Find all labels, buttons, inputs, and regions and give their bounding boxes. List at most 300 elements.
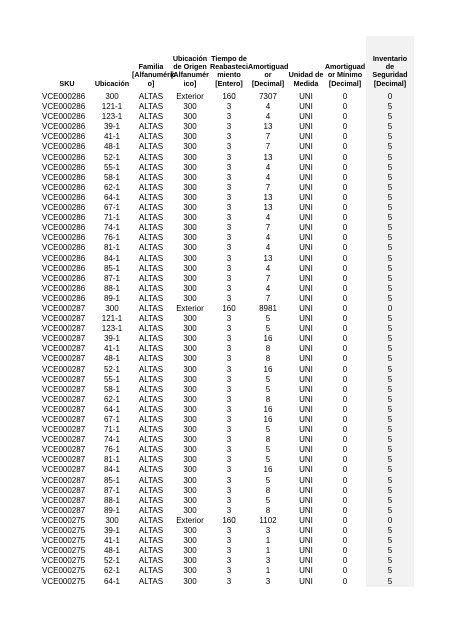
inventario-seguridad-cell: 5: [366, 566, 414, 576]
sku-cell: VCE000287: [42, 364, 86, 374]
table-row: [42, 385, 414, 395]
inventario-seguridad-cell: 5: [366, 213, 414, 223]
amortiguador-minimo-cell: 0: [342, 293, 348, 303]
inventario-seguridad-cell: 5: [366, 435, 414, 445]
familia-cell: ALTAS: [138, 354, 164, 364]
sku-cell: VCE000275: [42, 556, 86, 566]
inventario-seguridad-cell: 5: [366, 173, 414, 183]
ubicacion-cell: 67-1: [103, 415, 120, 424]
ubicacion-origen-cell: 300: [183, 182, 197, 192]
unidad-cell: UNI: [299, 213, 313, 223]
sku-cell: VCE000287: [42, 495, 86, 505]
amortiguador-cell: 1: [265, 566, 271, 576]
unidad-cell: UNI: [299, 152, 313, 162]
amortiguador-cell: 8: [265, 344, 271, 354]
ubicacion-origen-cell: 300: [183, 324, 197, 334]
ubicacion-origen-cell: 300: [183, 283, 197, 293]
ubicacion-origen-cell: Exterior: [176, 515, 204, 525]
tiempo-cell: 3: [226, 263, 232, 273]
ubicacion-cell: 48-1: [103, 354, 120, 364]
amortiguador-minimo-cell: 0: [342, 425, 348, 435]
unidad-cell: UNI: [299, 233, 313, 243]
sku-cell: VCE000275: [42, 536, 86, 546]
familia-cell: ALTAS: [138, 102, 164, 112]
unidad-cell: UNI: [299, 445, 313, 455]
ubicacion-cell: 81-1: [103, 455, 120, 465]
table-row: [42, 556, 414, 566]
ubicacion-origen-cell: 300: [183, 475, 197, 485]
ubicacion-cell: 62-1: [103, 182, 120, 192]
familia-cell: ALTAS: [138, 556, 164, 566]
amortiguador-minimo-cell: 0: [342, 122, 348, 132]
familia-cell: ALTAS: [138, 132, 164, 142]
sku-cell: VCE000287: [42, 475, 86, 485]
inventario-seguridad-cell: 5: [366, 465, 414, 475]
tiempo-cell: 160: [222, 303, 236, 313]
amortiguador-cell: 16: [263, 415, 273, 424]
table-row: [42, 254, 414, 264]
sku-cell: VCE000287: [42, 455, 86, 465]
tiempo-cell: 3: [226, 505, 232, 515]
inventario-seguridad-cell: 5: [366, 183, 414, 193]
amortiguador-cell: 5: [265, 445, 271, 455]
inventario-seguridad-cell: 5: [366, 375, 414, 385]
unidad-cell: UNI: [299, 142, 313, 152]
amortiguador-cell: 13: [263, 192, 273, 202]
sku-cell: VCE000286: [42, 243, 86, 253]
familia-cell: ALTAS: [138, 273, 164, 283]
amortiguador-cell: 4: [265, 162, 271, 172]
amortiguador-cell: 13: [263, 152, 273, 162]
table-row: [42, 506, 414, 516]
inventario-seguridad-cell: 5: [366, 344, 414, 354]
ubicacion-origen-cell: 300: [183, 203, 197, 213]
amortiguador-minimo-cell: 0: [342, 233, 348, 243]
table-row: [42, 365, 414, 375]
ubicacion-origen-cell: 300: [183, 142, 197, 152]
unidad-cell: UNI: [299, 546, 313, 556]
amortiguador-minimo-cell: 0: [342, 556, 348, 566]
inventario-seguridad-cell: 5: [366, 233, 414, 243]
table-row: [42, 304, 414, 314]
ubicacion-origen-cell: 300: [183, 546, 197, 556]
tiempo-cell: 3: [226, 283, 232, 293]
familia-cell: ALTAS: [138, 92, 164, 101]
familia-cell: ALTAS: [138, 112, 164, 122]
unidad-cell: UNI: [299, 475, 313, 485]
ubicacion-origen-cell: 300: [183, 495, 197, 505]
sku-cell: VCE000286: [42, 162, 86, 172]
unidad-cell: UNI: [299, 182, 313, 192]
unidad-cell: UNI: [299, 192, 313, 202]
amortiguador-minimo-cell: 0: [342, 354, 348, 364]
table-body: [42, 92, 414, 587]
unidad-cell: UNI: [299, 374, 313, 384]
familia-cell: ALTAS: [138, 475, 164, 485]
amortiguador-cell: 5: [265, 314, 271, 324]
ubicacion-origen-cell: Exterior: [176, 92, 204, 101]
tiempo-cell: 3: [226, 233, 232, 243]
tiempo-cell: 3: [226, 273, 232, 283]
amortiguador-minimo-cell: 0: [342, 162, 348, 172]
amortiguador-cell: 7: [265, 273, 271, 283]
inventario-seguridad-cell: 5: [366, 395, 414, 405]
unidad-cell: UNI: [299, 92, 313, 101]
sku-cell: VCE000275: [42, 546, 86, 556]
familia-cell: ALTAS: [138, 465, 164, 475]
tiempo-cell: 3: [226, 253, 232, 263]
ubicacion-origen-cell: 300: [183, 122, 197, 132]
table-row: [42, 183, 414, 193]
ubicacion-cell: 85-1: [103, 263, 120, 273]
unidad-cell: UNI: [299, 485, 313, 495]
unidad-cell: UNI: [299, 394, 313, 404]
header-familia: Familia [Alfanuméric o]: [132, 62, 176, 88]
unidad-cell: UNI: [299, 556, 313, 566]
table-row: [42, 465, 414, 475]
amortiguador-minimo-cell: 0: [342, 192, 348, 202]
sku-cell: VCE000287: [42, 415, 86, 424]
table-row: [42, 112, 414, 122]
unidad-cell: UNI: [299, 576, 313, 586]
ubicacion-cell: 87-1: [103, 273, 120, 283]
ubicacion-cell: 52-1: [103, 556, 120, 566]
ubicacion-origen-cell: 300: [183, 394, 197, 404]
ubicacion-cell: 76-1: [103, 233, 120, 243]
unidad-cell: UNI: [299, 283, 313, 293]
unidad-cell: UNI: [299, 526, 313, 536]
amortiguador-minimo-cell: 0: [342, 213, 348, 223]
amortiguador-minimo-cell: 0: [342, 142, 348, 152]
amortiguador-minimo-cell: 0: [342, 415, 348, 424]
amortiguador-cell: 4: [265, 233, 271, 243]
amortiguador-minimo-cell: 0: [342, 374, 348, 384]
tiempo-cell: 3: [226, 152, 232, 162]
inventario-seguridad-cell: 5: [366, 354, 414, 364]
amortiguador-cell: 4: [265, 213, 271, 223]
inventario-seguridad-cell: 5: [366, 122, 414, 132]
familia-cell: ALTAS: [138, 505, 164, 515]
table-row: [42, 375, 414, 385]
familia-cell: ALTAS: [138, 445, 164, 455]
unidad-cell: UNI: [299, 162, 313, 172]
ubicacion-cell: 74-1: [103, 435, 120, 445]
ubicacion-origen-cell: 300: [183, 425, 197, 435]
ubicacion-cell: 48-1: [103, 142, 120, 152]
ubicacion-cell: 300: [105, 92, 119, 101]
inventario-seguridad-cell: 5: [366, 536, 414, 546]
table-row: [42, 173, 414, 183]
inventario-seguridad-cell: 5: [366, 294, 414, 304]
inventario-seguridad-cell: 5: [366, 546, 414, 556]
amortiguador-cell: 16: [263, 465, 273, 475]
table-row: [42, 577, 414, 587]
tiempo-cell: 3: [226, 404, 232, 414]
inventario-seguridad-cell: 5: [366, 425, 414, 435]
sku-cell: VCE000287: [42, 354, 86, 364]
table-row: [42, 516, 414, 526]
amortiguador-minimo-cell: 0: [342, 445, 348, 455]
ubicacion-origen-cell: 300: [183, 435, 197, 445]
unidad-cell: UNI: [299, 404, 313, 414]
header-unidad-medida: Unidad de Medida: [288, 70, 324, 88]
familia-cell: ALTAS: [138, 435, 164, 445]
table-row: [42, 546, 414, 556]
tiempo-cell: 3: [226, 314, 232, 324]
ubicacion-origen-cell: 300: [183, 273, 197, 283]
ubicacion-cell: 88-1: [103, 283, 120, 293]
amortiguador-minimo-cell: 0: [342, 223, 348, 233]
tiempo-cell: 3: [226, 465, 232, 475]
familia-cell: ALTAS: [138, 192, 164, 202]
tiempo-cell: 3: [226, 354, 232, 364]
inventario-seguridad-cell: 5: [366, 385, 414, 395]
sku-cell: VCE000287: [42, 485, 86, 495]
header-inventario-seguridad-label: Inventario de Seguridad [Decimal]: [372, 53, 408, 88]
ubicacion-cell: 64-1: [103, 192, 120, 202]
tiempo-cell: 3: [226, 435, 232, 445]
tiempo-cell: 3: [226, 384, 232, 394]
amortiguador-cell: 16: [263, 364, 273, 374]
table-row: [42, 314, 414, 324]
header-amortiguador-minimo: Amortiguad or Mínimo [Decimal]: [324, 62, 366, 88]
inventario-seguridad-cell: 5: [366, 314, 414, 324]
familia-cell: ALTAS: [138, 122, 164, 132]
amortiguador-minimo-cell: 0: [342, 303, 348, 313]
sku-cell: VCE000286: [42, 203, 86, 213]
tiempo-cell: 3: [226, 425, 232, 435]
table-row: [42, 486, 414, 496]
amortiguador-minimo-cell: 0: [342, 465, 348, 475]
ubicacion-cell: 89-1: [103, 505, 120, 515]
ubicacion-cell: 41-1: [103, 132, 120, 142]
ubicacion-origen-cell: 300: [183, 334, 197, 344]
unidad-cell: UNI: [299, 384, 313, 394]
table-row: [42, 122, 414, 132]
sku-cell: VCE000286: [42, 102, 86, 112]
unidad-cell: UNI: [299, 425, 313, 435]
inventario-seguridad-cell: 5: [366, 486, 414, 496]
ubicacion-origen-cell: 300: [183, 384, 197, 394]
familia-cell: ALTAS: [138, 142, 164, 152]
ubicacion-origen-cell: 300: [183, 576, 197, 586]
unidad-cell: UNI: [299, 122, 313, 132]
table-row: [42, 435, 414, 445]
ubicacion-origen-cell: 300: [183, 415, 197, 424]
ubicacion-origen-cell: 300: [183, 213, 197, 223]
ubicacion-origen-cell: 300: [183, 192, 197, 202]
inventario-seguridad-cell: 5: [366, 496, 414, 506]
inventario-seguridad-cell: 0: [366, 304, 414, 314]
tiempo-cell: 3: [226, 485, 232, 495]
ubicacion-origen-cell: 300: [183, 162, 197, 172]
amortiguador-cell: 1: [265, 546, 271, 556]
ubicacion-cell: 48-1: [103, 546, 120, 556]
sku-cell: VCE000286: [42, 192, 86, 202]
inventario-seguridad-cell: 5: [366, 193, 414, 203]
amortiguador-cell: 7: [265, 132, 271, 142]
ubicacion-cell: 81-1: [103, 243, 120, 253]
sku-cell: VCE000286: [42, 122, 86, 132]
sku-cell: VCE000287: [42, 465, 86, 475]
unidad-cell: UNI: [299, 102, 313, 112]
tiempo-cell: 3: [226, 566, 232, 576]
sku-cell: VCE000286: [42, 213, 86, 223]
unidad-cell: UNI: [299, 364, 313, 374]
table-row: [42, 354, 414, 364]
amortiguador-minimo-cell: 0: [342, 455, 348, 465]
tiempo-cell: 3: [226, 445, 232, 455]
tiempo-cell: 3: [226, 475, 232, 485]
tiempo-cell: 3: [226, 162, 232, 172]
amortiguador-minimo-cell: 0: [342, 324, 348, 334]
amortiguador-minimo-cell: 0: [342, 526, 348, 536]
ubicacion-cell: 41-1: [103, 536, 120, 546]
table-row: [42, 142, 414, 152]
familia-cell: ALTAS: [138, 314, 164, 324]
sku-cell: VCE000286: [42, 132, 86, 142]
familia-cell: ALTAS: [138, 415, 164, 424]
familia-cell: ALTAS: [138, 263, 164, 273]
tiempo-cell: 3: [226, 324, 232, 334]
ubicacion-origen-cell: 300: [183, 253, 197, 263]
amortiguador-cell: 8: [265, 485, 271, 495]
ubicacion-cell: 84-1: [103, 465, 120, 475]
amortiguador-cell: 8: [265, 435, 271, 445]
ubicacion-origen-cell: 300: [183, 374, 197, 384]
table-row: [42, 526, 414, 536]
ubicacion-cell: 39-1: [103, 122, 120, 132]
amortiguador-minimo-cell: 0: [342, 243, 348, 253]
inventario-seguridad-cell: 5: [366, 334, 414, 344]
familia-cell: ALTAS: [138, 303, 164, 313]
sku-cell: VCE000286: [42, 273, 86, 283]
sku-cell: VCE000287: [42, 324, 86, 334]
amortiguador-cell: 5: [265, 425, 271, 435]
familia-cell: ALTAS: [138, 566, 164, 576]
amortiguador-cell: 13: [263, 203, 273, 213]
familia-cell: ALTAS: [138, 394, 164, 404]
inventario-seguridad-cell: 5: [366, 577, 414, 587]
sku-cell: VCE000286: [42, 253, 86, 263]
tiempo-cell: 3: [226, 556, 232, 566]
ubicacion-origen-cell: 300: [183, 364, 197, 374]
header-sku: SKU: [59, 78, 75, 88]
familia-cell: ALTAS: [138, 182, 164, 192]
tiempo-cell: 3: [226, 192, 232, 202]
ubicacion-cell: 52-1: [103, 152, 120, 162]
ubicacion-origen-cell: 300: [183, 102, 197, 112]
amortiguador-minimo-cell: 0: [342, 263, 348, 273]
sku-cell: VCE000287: [42, 404, 86, 414]
amortiguador-cell: 5: [265, 455, 271, 465]
ubicacion-cell: 88-1: [103, 495, 120, 505]
ubicacion-cell: 300: [105, 303, 119, 313]
table-row: [42, 334, 414, 344]
inventory-table: [42, 36, 414, 587]
amortiguador-minimo-cell: 0: [342, 102, 348, 112]
table-row: [42, 415, 414, 425]
amortiguador-cell: 8: [265, 394, 271, 404]
sku-cell: VCE000287: [42, 394, 86, 404]
ubicacion-cell: 64-1: [103, 404, 120, 414]
table-row: [42, 163, 414, 173]
amortiguador-cell: 4: [265, 172, 271, 182]
amortiguador-cell: 3: [265, 556, 271, 566]
table-row: [42, 566, 414, 576]
amortiguador-cell: 5: [265, 495, 271, 505]
unidad-cell: UNI: [299, 172, 313, 182]
tiempo-cell: 160: [222, 92, 236, 101]
ubicacion-cell: 39-1: [103, 526, 120, 536]
tiempo-cell: 3: [226, 334, 232, 344]
amortiguador-cell: 1102: [259, 515, 277, 525]
tiempo-cell: 3: [226, 546, 232, 556]
familia-cell: ALTAS: [138, 404, 164, 414]
tiempo-cell: 3: [226, 415, 232, 424]
ubicacion-origen-cell: 300: [183, 172, 197, 182]
sku-cell: VCE000286: [42, 263, 86, 273]
header-ubicacion: Ubicación: [94, 78, 130, 88]
amortiguador-minimo-cell: 0: [342, 273, 348, 283]
amortiguador-cell: 16: [263, 404, 273, 414]
inventario-seguridad-cell: 5: [366, 445, 414, 455]
ubicacion-cell: 67-1: [103, 203, 120, 213]
ubicacion-origen-cell: 300: [183, 536, 197, 546]
table-row: [42, 405, 414, 415]
ubicacion-origen-cell: 300: [183, 243, 197, 253]
ubicacion-origen-cell: 300: [183, 455, 197, 465]
unidad-cell: UNI: [299, 465, 313, 475]
unidad-cell: UNI: [299, 243, 313, 253]
table-row: [42, 153, 414, 163]
inventario-seguridad-cell: 5: [366, 415, 414, 425]
amortiguador-minimo-cell: 0: [342, 485, 348, 495]
table-row: [42, 284, 414, 294]
unidad-cell: UNI: [299, 112, 313, 122]
amortiguador-minimo-cell: 0: [342, 475, 348, 485]
familia-cell: ALTAS: [138, 203, 164, 213]
inventario-seguridad-cell: 0: [366, 516, 414, 526]
tiempo-cell: 3: [226, 526, 232, 536]
tiempo-cell: 3: [226, 344, 232, 354]
tiempo-cell: 3: [226, 203, 232, 213]
sku-cell: VCE000287: [42, 425, 86, 435]
table-row: [42, 274, 414, 284]
sku-cell: VCE000275: [42, 576, 86, 586]
tiempo-cell: 3: [226, 394, 232, 404]
amortiguador-cell: 7307: [259, 92, 277, 101]
amortiguador-minimo-cell: 0: [342, 515, 348, 525]
table-row: [42, 294, 414, 304]
amortiguador-cell: 13: [263, 122, 273, 132]
amortiguador-cell: 5: [265, 324, 271, 334]
amortiguador-minimo-cell: 0: [342, 546, 348, 556]
sku-cell: VCE000275: [42, 526, 86, 536]
sku-cell: VCE000287: [42, 314, 86, 324]
ubicacion-origen-cell: 300: [183, 526, 197, 536]
ubicacion-cell: 55-1: [103, 374, 120, 384]
table-row: [42, 496, 414, 506]
inventario-seguridad-cell: 5: [366, 365, 414, 375]
familia-cell: ALTAS: [138, 344, 164, 354]
amortiguador-cell: 8: [265, 354, 271, 364]
ubicacion-origen-cell: 300: [183, 485, 197, 495]
ubicacion-origen-cell: 300: [183, 354, 197, 364]
sku-cell: VCE000287: [42, 374, 86, 384]
sku-cell: VCE000286: [42, 233, 86, 243]
ubicacion-cell: 39-1: [103, 334, 120, 344]
